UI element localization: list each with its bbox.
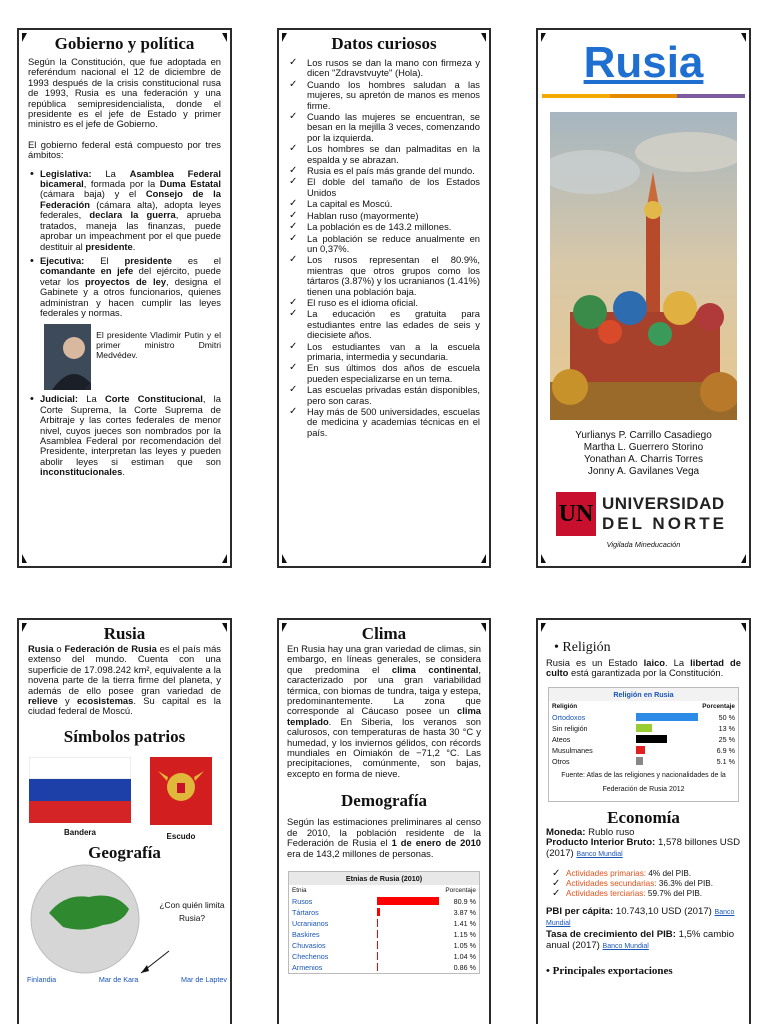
- table-row: [289, 907, 479, 918]
- religion-header: Religión Porcentaje: [552, 702, 735, 710]
- author-name: Jonny A. Gavilanes Vega: [587, 466, 700, 477]
- simbolos-title: Símbolos patrios: [63, 726, 186, 746]
- rusia-text: Rusia o Federación de Rusia es el país más extenso del mundo. Cuenta con una superficie de 17.098.242 km², equivalente a la novena parte de la tierra firme del planeta, y además de ello posee gran variedad de relieve y ecosistemas. Su capital es la ciudad federal de Moscú.: [28, 643, 221, 717]
- map-label-kara[interactable]: Mar de Kara: [98, 974, 139, 984]
- etnias-table-title: Etnias de Rusia (2010): [289, 872, 479, 885]
- author-name: Yonathan A. Charris Torres: [584, 454, 703, 465]
- table-row: [289, 951, 479, 962]
- table-row: [549, 756, 738, 767]
- map-labels: [27, 975, 227, 984]
- dato-item: ✓ Hay más de 500 universidades, escuelas de medicina y academias técnicas en el país.: [283, 407, 480, 438]
- etnia-bar: [377, 963, 440, 971]
- sector-item: ✓ Actividades secundarias: 36.3% del PIB.: [546, 879, 741, 888]
- dato-item: ✓ La capital es Moscú.: [283, 199, 480, 209]
- etnia-bar: [377, 908, 440, 916]
- dato-item: ✓ La población es de 143.2 millones.: [283, 222, 480, 232]
- table-row: [289, 940, 479, 951]
- dato-item: ✓ Los rusos se dan la mano con firmeza y dicen "Zdravstvuyte" (Hola).: [283, 58, 480, 79]
- table-row: [289, 962, 479, 973]
- logo-sub: Vigilada Mineducación: [606, 540, 681, 549]
- dato-item: ✓ Rusia es el país más grande del mundo.: [283, 166, 480, 176]
- leaders-photo: [44, 324, 91, 390]
- dato-item: ✓ El doble del tamaño de los Estados Unidos: [283, 177, 480, 198]
- religion-bar: [636, 757, 698, 765]
- religion-text: Rusia es un Estado laico. La libertad de culto está garantizada por la Constitución.: [546, 657, 741, 679]
- etnia-value: 1.15 %: [453, 929, 476, 939]
- religion-bar: [636, 735, 698, 743]
- panel-religion: [536, 618, 751, 1024]
- dato-item: ✓ Hablan ruso (mayormente): [283, 211, 480, 221]
- cover-title: Rusia: [583, 38, 704, 87]
- religion-bar: [636, 713, 698, 721]
- demografia-text: Según las estimaciones preliminares al censo de 2010, la población residente de la Federación de Rusia el 1 de enero de 2010 era de 143,2 millones de personas.: [287, 816, 482, 859]
- logo-line1: UNIVERSIDAD: [602, 494, 725, 513]
- author-name: Yurlianys P. Carrillo Casadiego: [575, 430, 712, 441]
- coat-of-arms-image: [150, 757, 212, 825]
- table-row: [289, 918, 479, 929]
- etnia-name[interactable]: Chuvasios: [292, 940, 326, 950]
- cathedral-image: [550, 112, 737, 420]
- banco-link-2[interactable]: Banco Mundial: [546, 908, 735, 928]
- branch-judicial: • Judicial: La Corte Constitucional, la Corte Suprema, la Corte Suprema de Arbitraje y las cortes federales de menor nivel, cuyos jueces son nombrados por la Asamblea Federal por recomendación del Presidente, interpretan las leyes y pueden abolir leyes si estiman que son inconstitucionales.: [28, 394, 221, 477]
- dato-item: ✓ Cuando las mujeres se encuentran, se besan en la mejilla 3 veces, comenzando por la izquierda.: [283, 112, 480, 143]
- banco-link-3[interactable]: Banco Mundial: [602, 942, 649, 950]
- geografia-title: Geografía: [88, 842, 161, 862]
- religion-value: 50 %: [718, 712, 735, 722]
- religion-name: Musulmanes: [552, 745, 593, 755]
- banco-link-1[interactable]: Banco Mundial: [576, 851, 623, 858]
- gobierno-intro2: El gobierno federal está compuesto por tres ámbitos:: [28, 138, 221, 161]
- dato-item: ✓ Los estudiantes van a la escuela primaria, intermedia y secundaria.: [283, 342, 480, 363]
- exportaciones-title: • Principales exportaciones: [546, 965, 673, 978]
- table-row: [549, 712, 738, 723]
- etnia-bar: [377, 930, 440, 938]
- flag-label: Bandera: [63, 827, 96, 837]
- etnia-value: 1.04 %: [453, 951, 476, 961]
- panel-gobierno: [17, 28, 232, 568]
- sector-item: ✓ Actividades primarias: 4% del PIB.: [546, 869, 741, 878]
- religion-value: 13 %: [718, 723, 735, 733]
- etnia-name[interactable]: Ucranianos: [292, 918, 329, 928]
- dato-item: ✓ Los rusos representan el 80.9%, mientras que otros grupos como los tártaros (3.87%) y los ucranianos (1.41%) tienen una población baja.: [283, 255, 480, 297]
- dato-item: ✓ Cuando los hombres saludan a las mujeres, su apretón de manos es menos firme.: [283, 80, 480, 111]
- religion-bar: [636, 746, 698, 754]
- dato-item: ✓ Los hombres se dan palmaditas en la espalda y se abrazan.: [283, 144, 480, 165]
- dato-item: ✓ Las escuelas privadas están disponibles, pero son caras.: [283, 385, 480, 406]
- religion-value: 6.9 %: [716, 745, 735, 755]
- etnia-name[interactable]: Chechenos: [292, 951, 329, 961]
- cover-divider: [542, 94, 745, 98]
- religion-value: 5.1 %: [716, 756, 735, 766]
- gobierno-intro: Según la Constitución, que fue adoptada en referéndum nacional el 12 de diciembre de 1993 después de la crisis constitucional rusa de 1993, Rusia es una federación y una república semipresidencialista, donde el presidente es el jefe de Estado y primer ministro es el jefe de Gobierno.: [28, 56, 221, 130]
- author-name: Martha L. Guerrero Storino: [583, 442, 704, 453]
- etnia-bar: [377, 919, 440, 927]
- datos-list: [279, 54, 489, 438]
- university-logo: [556, 492, 749, 536]
- table-row: [289, 896, 479, 907]
- etnia-value: 0.86 %: [453, 962, 476, 972]
- etnia-bar: [377, 897, 440, 905]
- economia-title: Economía: [607, 807, 680, 827]
- religion-source: Fuente: Atlas de las religiones y nacionalidades de la Federación de Rusia 2012: [561, 771, 726, 793]
- etnia-name[interactable]: Armenios: [292, 962, 323, 972]
- leaders-figure: [44, 324, 221, 390]
- demografia-title: Demografía: [341, 791, 427, 811]
- religion-name: Sin religión: [552, 723, 588, 733]
- etnia-bar: [377, 941, 440, 949]
- religion-name[interactable]: Ortodoxos: [552, 712, 586, 722]
- etnia-name[interactable]: Rusos: [292, 896, 313, 906]
- sector-item: ✓ Actividades terciarias: 59.7% del PIB.: [546, 889, 741, 898]
- religion-bar: [636, 724, 698, 732]
- coat-label: Escudo: [166, 831, 196, 841]
- etnias-header: Etnia Porcentaje: [292, 886, 476, 894]
- dato-item: ✓ En sus últimos dos años de escuela pueden especializarse en un tema.: [283, 363, 480, 384]
- table-row: [549, 734, 738, 745]
- religion-name: Ateos: [552, 734, 571, 744]
- branch-legislativa: • Legislativa: La Asamblea Federal bicameral, formada por la Duma Estatal (cámara baja) y el Consejo de la Federación (cámara alta), adopta leyes federales, declara la guerra, aprueba tratados, maneja las finanzas, puede aprobar un impeachment por el que puede destituir al presidente.: [28, 169, 221, 252]
- religion-name: Otros: [552, 756, 570, 766]
- religion-value: 25 %: [718, 734, 735, 744]
- sectors-list: [546, 869, 741, 899]
- datos-title: Datos curiosos: [331, 34, 437, 53]
- panel-clima: [277, 618, 491, 1024]
- etnia-value: 3.87 %: [453, 907, 476, 917]
- etnias-table: [288, 871, 480, 974]
- dato-item: ✓ La población se reduce anualmente en un 0,37%.: [283, 234, 480, 255]
- etnia-value: 80.9 %: [453, 896, 476, 906]
- logo-line2: DEL NORTE: [602, 514, 727, 533]
- gobierno-title: Gobierno y política: [54, 34, 195, 53]
- table-row: [549, 745, 738, 756]
- panel-datos: [277, 28, 491, 568]
- table-row: [549, 723, 738, 734]
- etnia-bar: [377, 952, 440, 960]
- leaders-caption: El presidente Vladimir Putin y el primer ministro Dmitri Medvédev.: [96, 330, 221, 361]
- religion-table: [548, 687, 739, 802]
- gobierno-branches-2: [28, 394, 221, 477]
- dato-item: ✓ El ruso es el idioma oficial.: [283, 298, 480, 308]
- authors-list: [538, 430, 749, 478]
- clima-text: En Rusia hay una gran variedad de climas, sin embargo, en líneas generales, se considera que predomina el clima continental, caracterizado por una gran variabilidad térmica, con biomas de tundra, taiga y estepa, predominantemente. La zona que corresponde al Cáucaso posee un clima templado. En Siberia, los veranos son calurosos, con temperaturas de hasta 30 °C y humedad, y los inviernos gélidos, con récords mundiales en Oimiakón de −71,2 °C. Las precipitaciones, comúnmente, son bajas, excepto en forma de nieve.: [287, 643, 481, 779]
- religion-table-title: Religión en Rusia: [549, 688, 738, 701]
- gobierno-branches: [28, 169, 221, 319]
- logo-mark: UN: [556, 492, 596, 536]
- branch-ejecutiva: • Ejecutiva: El presidente es el comandante en jefe del ejército, puede vetar los proyectos de ley, designa el Gabinete y a otros funcionarios, quienes administran y hacen cumplir las leyes federales y normas.: [28, 256, 221, 318]
- economia-block: Moneda: Rublo ruso Producto Interior Bruto: 1,578 billones USD (2017) Banco Mundial ✓ Actividades primarias: 4% del PIB. ✓ Actividades secundarias: 36.3% del PIB. ✓ Actividades terciarias: 59.7% del PIB. PBI per cápita: 10.743,10 USD (2017) Banco Mundial Tasa de crecimiento del PIB: 1,5% cambio anual (2017) Banco Mundial • Principales exportaciones: [538, 828, 749, 977]
- flag-image: [29, 757, 131, 823]
- panel-cover: [536, 28, 751, 568]
- rusia-title: Rusia: [103, 624, 146, 643]
- table-row: [289, 929, 479, 940]
- clima-title: Clima: [361, 624, 407, 643]
- religion-title: • Religión: [554, 640, 611, 655]
- map-question: ¿Con quién limita Rusia?: [159, 899, 225, 923]
- etnia-name[interactable]: Baskires: [292, 929, 320, 939]
- etnia-value: 1.41 %: [453, 918, 476, 928]
- panel-rusia: [17, 618, 232, 1024]
- etnia-name[interactable]: Tártaros: [292, 907, 319, 917]
- map-label-laptev[interactable]: Mar de Laptev: [181, 974, 227, 984]
- dato-item: ✓ La educación es gratuita para estudiantes entre las edades de seis y diecisiete años.: [283, 309, 480, 340]
- etnia-value: 1.05 %: [453, 940, 476, 950]
- map-label-finlandia[interactable]: Finlandia: [27, 974, 57, 984]
